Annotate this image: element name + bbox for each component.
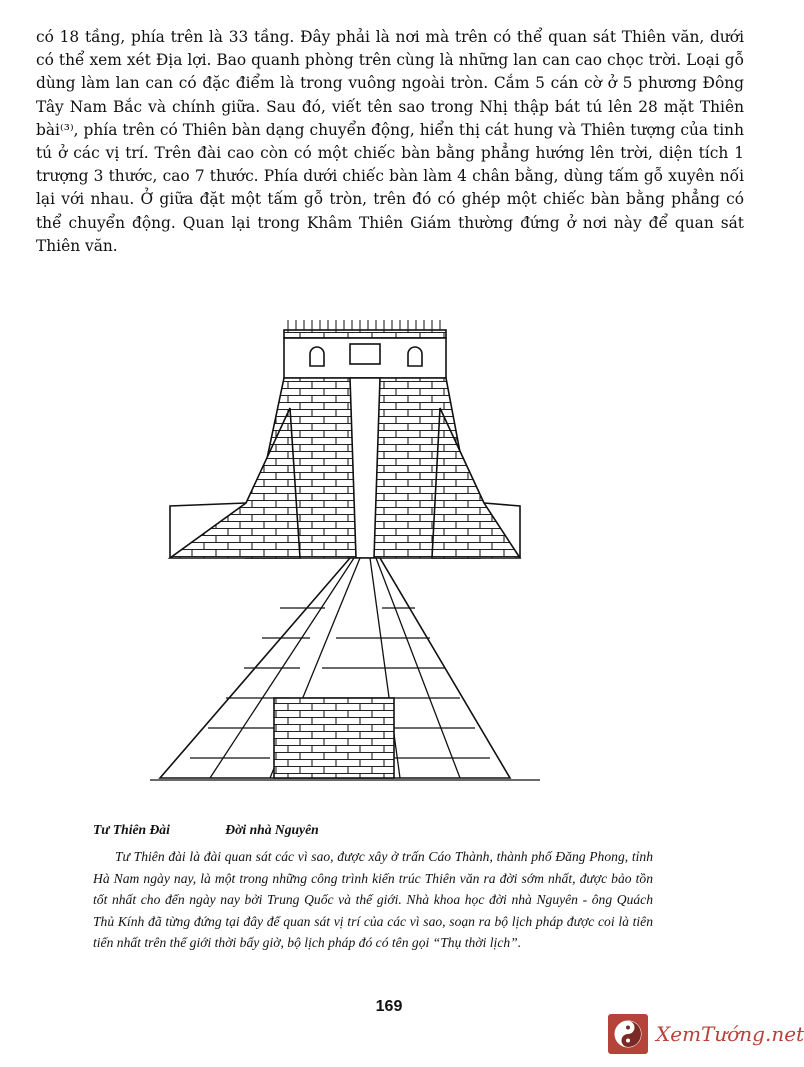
main-text [36,26,744,258]
page-number: 169 [375,998,403,1015]
body-paragraph: có 18 tầng, phía trên là 33 tầng. Đây phải là nơi mà trên có thể quan sát Thiên văn, dưới có thể xem xét Địa lợi. Bao quanh phòng trên cùng là những lan can cao chọc trời. Loại gỗ dùng làm lan can có đặc điểm là trong vuông ngoài tròn. Cắm 5 cán cờ ở 5 phương Đông Tây Nam Bắc và chính giữa. Sau đó, viết tên sao trong Nhị thập bát tú lên 28 mặt Thiên bài⁽³⁾, phía trên có Thiên bàn dạng chuyển động, hiển thị cát hung và Thiên tượng của tinh tú ở các vị trí. Trên đài cao còn có một chiếc bàn bằng phẳng hướng lên trời, diện tích 1 trượng 3 thước, cao 7 thước. Phía dưới chiếc bàn làm 4 chân bằng, dùng tấm gỗ xuyên nối lại với nhau. Ở giữa đặt một tấm gỗ tròn, trên đó có ghép một chiếc bàn bằng phẳng có thể chuyển động. Quan lại trong Khâm Thiên Giám thường đứng ở nơi này để quan sát Thiên văn. [36,28,744,255]
figure-caption [93,822,653,954]
yin-yang-icon [608,1014,648,1054]
caption-subtitle: Đời nhà Nguyên [225,822,319,837]
caption-title: Tư Thiên Đài [93,822,170,837]
observatory-illustration [150,318,540,798]
caption-header [93,822,653,838]
caption-text: Tư Thiên đài là đài quan sát các vì sao, được xây ở trấn Cáo Thành, thành phố Đăng Phong, tỉnh Hà Nam ngày nay, là một trong những công trình kiến trúc Thiên văn ra đời sớm nhất, được bảo tồn tốt nhất cho đến ngày nay bởi Trung Quốc và thế giới. Nhà khoa học đời nhà Nguyên - ông Quách Thủ Kính đã từng đứng tại đây để quan sát vị trí của các vì sao, soạn ra bộ lịch pháp được coi là tiên tiến nhất trên thế giới thời bấy giờ, bộ lịch pháp đó có tên gọi “Thụ thời lịch”. [93,849,653,951]
watermark [608,1010,804,1058]
watermark-brand: XemTướng.net [656,1022,804,1046]
